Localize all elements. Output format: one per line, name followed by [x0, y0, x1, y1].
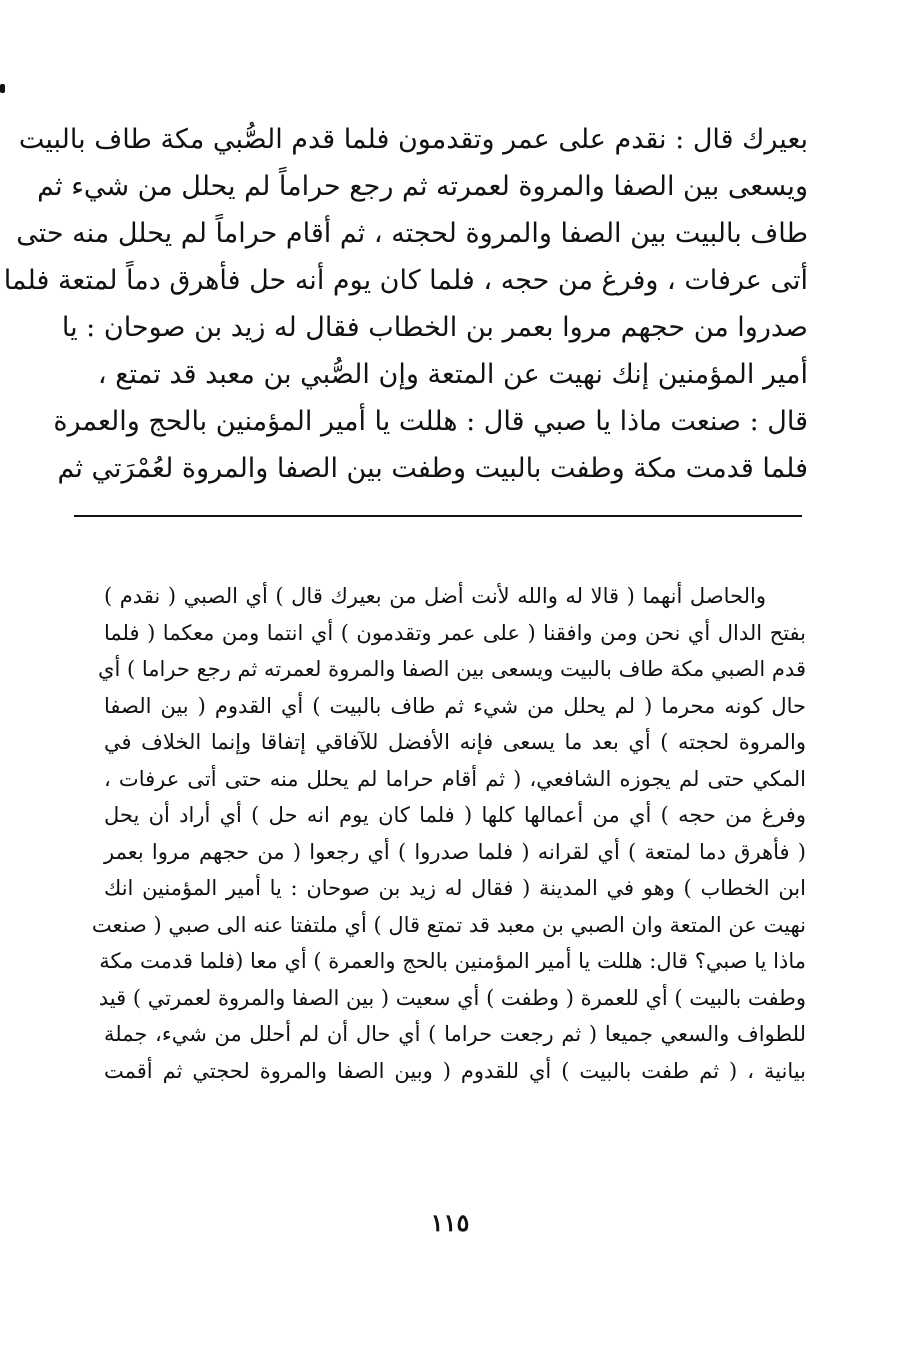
- page-number: ١١٥: [430, 1208, 470, 1237]
- main-text-line: أمير المؤمنين إنك نهيت عن المتعة وإن الصُّبي بن معبد قد تمتع ،: [97, 359, 808, 390]
- commentary-line: بيانية ، ( ثم طفت بالبيت ) أي للقدوم ( وبين الصفا والمروة لحجتي ثم أقمت: [104, 1058, 806, 1083]
- commentary-line: بفتح الدال أي نحن ومن وافقنا ( على عمر وتقدمون ) أي انتما ومن معكما ( فلما: [104, 620, 806, 645]
- main-text-line: صدروا من حجهم مروا بعمر بن الخطاب فقال له زيد بن صوحان : يا: [61, 312, 808, 343]
- commentary-block: [91, 578, 806, 1089]
- commentary-line: نهيت عن المتعة وان الصبي بن معبد قد تمتع قال ) أي ملتفتا عنه الى صبي ( صنعت: [91, 912, 806, 937]
- commentary-line: والحاصل أنهما ( قالا له والله لأنت أضل من بعيرك قال ) أي الصبي ( نقدم ): [104, 584, 766, 608]
- commentary-line: والمروة لحجته ) أي بعد ما يسعى فإنه الأفضل للآفاقي إتفاقا وإنما الخلاف في: [104, 730, 806, 754]
- main-text-line: أتى عرفات ، وفرغ من حجه ، فلما كان يوم أنه حل فأهرق دماً لمتعة فلما: [3, 265, 808, 296]
- main-text-line: طاف بالبيت بين الصفا والمروة لحجته ، ثم أقام حراماً لم يحلل منه حتى: [16, 218, 808, 249]
- main-text-line: فلما قدمت مكة وطفت بالبيت وطفت بين الصفا والمروة لعُمْرَتي ثم: [57, 453, 808, 484]
- margin-mark: [0, 84, 5, 93]
- main-text-line: قال : صنعت ماذا يا صبي قال : هللت يا أمير المؤمنين بالحج والعمرة: [53, 406, 808, 437]
- commentary-line: حال كونه محرما ( لم يحلل من شيء ثم طاف بالبيت ) أي القدوم ( بين الصفا: [104, 693, 806, 718]
- commentary-line: المكي حتى لم يجوزه الشافعي، ( ثم أقام حراما لم يحلل منه حتى أتى عرفات ،: [104, 766, 806, 791]
- commentary-line: وطفت بالبيت ) أي للعمرة ( وطفت ) أي سعيت ( بين الصفا والمروة لعمرتي ) قيد: [98, 985, 806, 1010]
- commentary-line: ماذا يا صبي؟ قال: هللت يا أمير المؤمنين بالحج والعمرة ) أي معا (فلما قدمت مكة: [99, 949, 806, 973]
- commentary-line: للطواف والسعي جميعا ( ثم رجعت حراما ) أي حال أن لم أحلل من شيء، جملة: [104, 1022, 806, 1046]
- section-divider: [74, 515, 802, 517]
- main-text-line: بعيرك قال : نقدم على عمر وتقدمون فلما قدم الصُّبي مكة طاف بالبيت: [18, 124, 808, 155]
- commentary-line: قدم الصبي مكة طاف بالبيت ويسعى بين الصفا والمروة لعمرته ثم رجع حراما ) أي: [98, 657, 806, 681]
- main-text-line: ويسعى بين الصفا والمروة لعمرته ثم رجع حراماً لم يحلل من شيء ثم: [37, 171, 808, 202]
- commentary-line: وفرغ من حجه ) أي من أعمالها كلها ( فلما كان يوم انه حل ) أي أراد أن يحل: [104, 803, 806, 827]
- commentary-line: ابن الخطاب ) وهو في المدينة ( فقال له زيد بن صوحان : يا أمير المؤمنين انك: [104, 876, 806, 900]
- commentary-line: ( فأهرق دما لمتعة ) أي لقرانه ( فلما صدروا ) أي رجعوا ( من حجهم مروا بعمر: [104, 839, 806, 864]
- main-text-block: [3, 116, 808, 492]
